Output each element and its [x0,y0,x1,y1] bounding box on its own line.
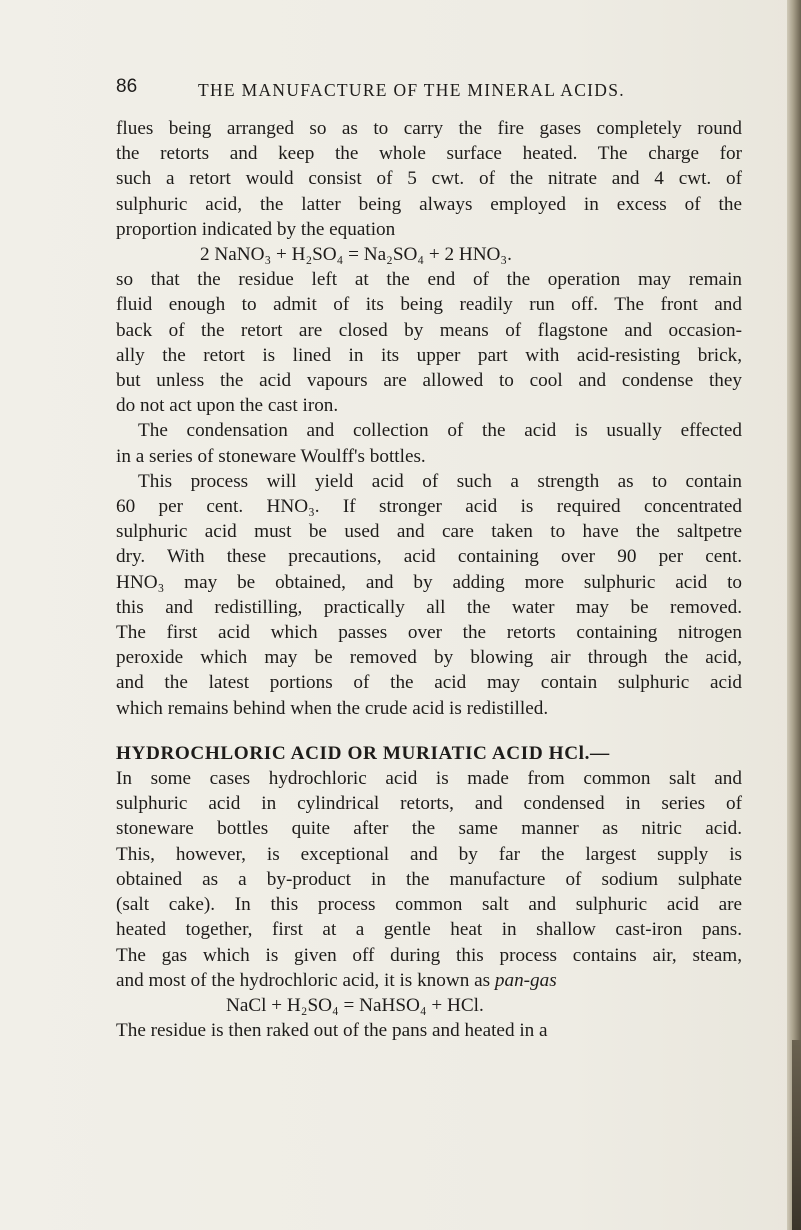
text-line: stoneware bottles quite after the same manner as nitric acid. [116,818,742,840]
text-line: peroxide which may be removed by blowing air through the acid, [116,647,742,669]
text-line: This process will yield acid of such a strength as to contain [138,470,742,492]
text-line: This, however, is exceptional and by far the largest supply is [116,843,742,865]
text-line: (salt cake). In this process common salt and sulphuric acid are [116,894,742,916]
text-line: the retorts and keep the whole surface heated. The charge for [116,143,742,165]
text-line: The condensation and collection of the acid is usually effected [138,420,742,442]
text-segment: and most of the hydrochloric acid, it is known as [116,969,495,991]
text-line: which remains behind when the crude acid is redistilled. [116,697,549,719]
section-gap [116,721,742,741]
text-line: but unless the acid vapours are allowed to cool and condense they [116,370,742,392]
text-line: do not act upon the cast iron. [116,395,339,417]
running-title: THE MANUFACTURE OF THE MINERAL ACIDS. [198,80,625,100]
text-line-with-italic [116,968,742,993]
equation-hydrochloric-acid: NaCl + H₂SO₄ = NaHSO₄ + HCl. [226,994,484,1016]
page-edge-dark [792,1040,801,1230]
page-body [116,116,742,1043]
text-line: In some cases hydrochloric acid is made from common salt and [116,768,742,790]
text-line: HNO₃ may be obtained, and by adding more sulphuric acid to [116,571,742,593]
text-line: in a series of stoneware Woulff's bottles. [116,445,426,467]
text-line: obtained as a by-product in the manufacture of sodium sulphate [116,868,742,890]
text-line: heated together, first at a gentle heat in shallow cast-iron pans. [116,919,742,941]
text-line: The first acid which passes over the retorts containing nitrogen [116,622,742,644]
text-line: sulphuric acid, the latter being always employed in excess of the [116,193,742,215]
text-line: sulphuric acid must be used and care taken to have the saltpetre [116,521,742,543]
text-line: The residue is then raked out of the pans and heated in a [116,1020,548,1042]
text-line: The gas which is given off during this process contains air, steam, [116,944,742,966]
text-line: back of the retort are closed by means of flagstone and occasion- [116,319,742,341]
text-line: flues being arranged so as to carry the fire gases completely round [116,118,742,139]
text-line: proportion indicated by the equation [116,218,396,240]
text-line: fluid enough to admit of its being readily run off. The front and [116,294,742,316]
text-line: ally the retort is lined in its upper part with acid-resisting brick, [116,344,742,366]
text-line: so that the residue left at the end of the operation may remain [116,269,742,291]
text-line: dry. With these precautions, acid containing over 90 per cent. [116,546,742,568]
text-line: such a retort would consist of 5 cwt. of the nitrate and 4 cwt. of [116,168,742,190]
text-line: this and redistilling, practically all the water may be removed. [116,596,742,618]
text-line: 60 per cent. HNO₃. If stronger acid is required concentrated [116,496,742,518]
text-line: and the latest portions of the acid may contain sulphuric acid [116,672,742,694]
page-number: 86 [116,76,138,97]
equation-nitric-acid: 2 NaNO₃ + H₂SO₄ = Na₂SO₄ + 2 HNO₃. [200,244,512,266]
italic-term: pan-gas [494,969,557,991]
text-line: sulphuric acid in cylindrical retorts, and condensed in series of [116,793,742,815]
section-heading: HYDROCHLORIC ACID OR MURIATIC ACID HCl.— [116,742,610,764]
